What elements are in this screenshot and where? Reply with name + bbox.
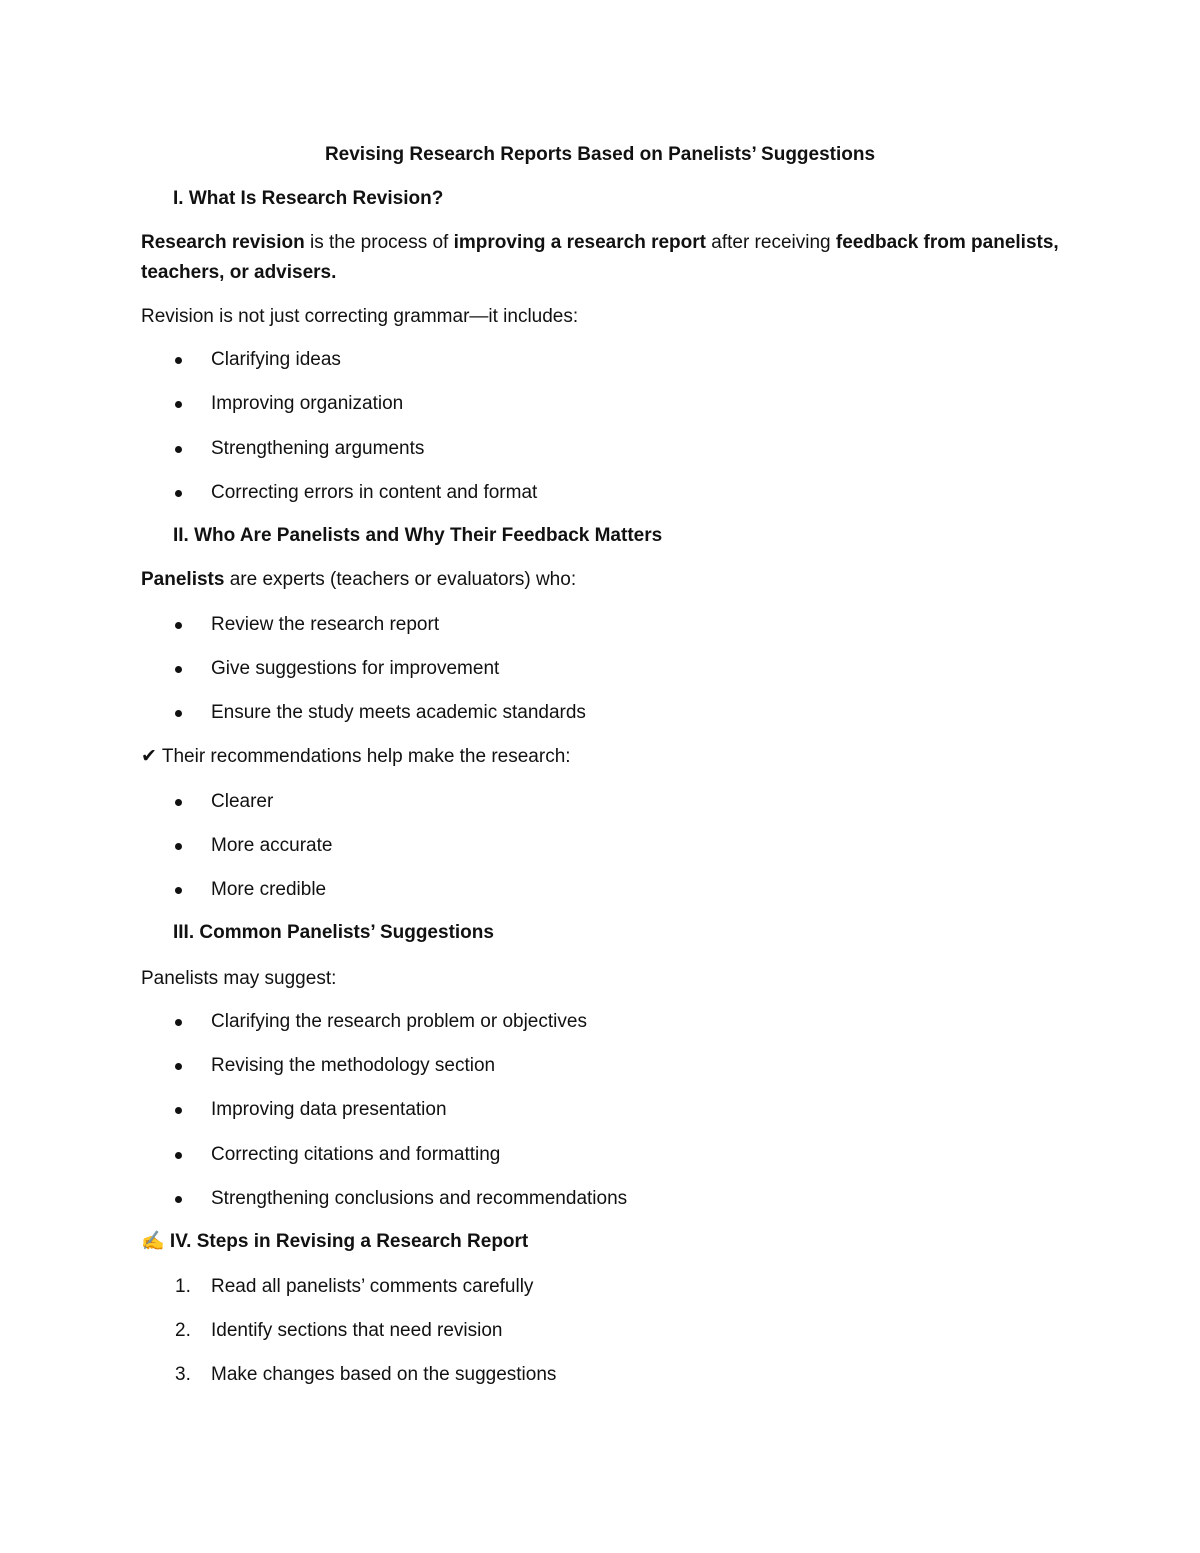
bullet-icon xyxy=(175,710,182,717)
bullet-icon xyxy=(175,1019,182,1026)
term-panelists: Panelists xyxy=(141,569,225,590)
bullet-icon xyxy=(175,666,182,673)
definition-text-1: is the process of xyxy=(304,232,454,253)
step-number: 3. xyxy=(175,1364,191,1385)
revision-intro: Revision is not just correcting grammar—it includes: xyxy=(141,306,579,327)
term-feedback: feedback from panelists, teachers, or advisers. xyxy=(141,232,1059,283)
step-text: Make changes based on the suggestions xyxy=(211,1364,557,1385)
term-improving: improving a research report xyxy=(453,232,706,253)
list-item: Strengthening arguments xyxy=(211,438,425,459)
list-item: Ensure the study meets academic standards xyxy=(211,702,586,723)
step-number: 1. xyxy=(175,1276,191,1297)
document-title: Revising Research Reports Based on Panelists’ Suggestions xyxy=(324,144,876,165)
list-item: Give suggestions for improvement xyxy=(211,658,500,679)
bullet-icon xyxy=(175,490,182,497)
bullet-icon xyxy=(175,622,182,629)
list-item: Strengthening conclusions and recommendations xyxy=(211,1188,628,1209)
bullet-icon xyxy=(175,401,182,408)
section-2-heading: II. Who Are Panelists and Why Their Feedback Matters xyxy=(173,525,663,546)
section-1-heading: I. What Is Research Revision? xyxy=(173,188,444,209)
bullet-icon xyxy=(175,446,182,453)
step-number: 2. xyxy=(175,1320,191,1341)
bullet-icon xyxy=(175,1152,182,1159)
bullet-icon xyxy=(175,357,182,364)
list-item: Improving data presentation xyxy=(211,1099,447,1120)
list-item: Improving organization xyxy=(211,393,404,414)
list-item: Correcting errors in content and format xyxy=(211,482,538,503)
check-line: ✔ Their recommendations help make the research: xyxy=(141,746,571,767)
bullet-icon xyxy=(175,887,182,894)
list-item: Revising the methodology section xyxy=(211,1055,496,1076)
section-3-heading: III. Common Panelists’ Suggestions xyxy=(173,922,494,943)
definition-text-2: after receiving xyxy=(705,232,836,253)
term-research-revision: Research revision xyxy=(141,232,305,253)
definition-paragraph xyxy=(141,228,1071,288)
step-text: Read all panelists’ comments carefully xyxy=(211,1276,534,1297)
bullet-icon xyxy=(175,1063,182,1070)
list-item: Correcting citations and formatting xyxy=(211,1144,501,1165)
panelists-lead-text: are experts (teachers or evaluators) who: xyxy=(224,569,577,590)
list-item: More accurate xyxy=(211,835,333,856)
panelists-lead xyxy=(141,567,576,593)
section-4-heading: ✍ IV. Steps in Revising a Research Report xyxy=(141,1231,529,1252)
bullet-icon xyxy=(175,843,182,850)
suggest-intro: Panelists may suggest: xyxy=(141,968,337,989)
list-item: Clarifying the research problem or objectives xyxy=(211,1011,587,1032)
bullet-icon xyxy=(175,1196,182,1203)
list-item: Review the research report xyxy=(211,614,440,635)
list-item: Clarifying ideas xyxy=(211,349,341,370)
bullet-icon xyxy=(175,799,182,806)
bullet-icon xyxy=(175,1107,182,1114)
step-text: Identify sections that need revision xyxy=(211,1320,503,1341)
list-item: More credible xyxy=(211,879,327,900)
list-item: Clearer xyxy=(211,791,274,812)
